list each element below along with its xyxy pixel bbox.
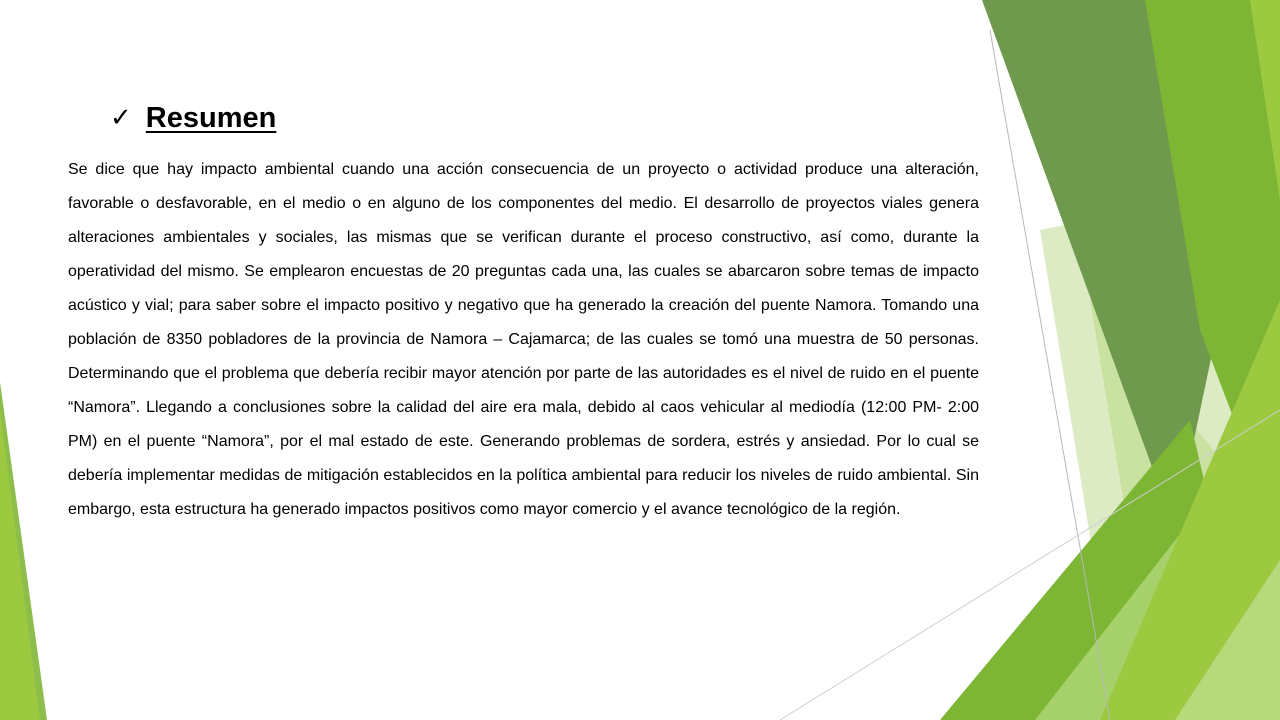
left-facet-bright	[0, 410, 40, 720]
slide-title: Resumen	[145, 101, 277, 134]
summary-paragraph: Se dice que hay impacto ambiental cuando una acción consecuencia de un proyecto o actividad produce una alteración, favorable o desfavorable, en el medio o en alguno de los componentes del medio. El desarrollo de proyectos viales genera alteraciones ambientales y sociales, las mismas que se verifican durante el proceso constructivo, así como, durante la operatividad del mismo. Se emplearon encuestas de 20 preguntas cada una, las cuales se abarcaron sobre temas de impacto acústico y vial; para saber sobre el impacto positivo y negativo que ha generado la creación del puente Namora. Tomando una población de 8350 pobladores de la provincia de Namora – Cajamarca; de las cuales se tomó una muestra de 50 personas. Determinando que el problema que debería recibir mayor atención por parte de las autoridades es el nivel de ruido en el puente “Namora”. Llegando a conclusiones sobre la calidad del aire era mala, debido al caos vehicular al mediodía (12:00 PM- 2:00 PM) en el puente “Namora”, por el mal estado de este. Generando problemas de sordera, estrés y ansiedad. Por lo cual se debería implementar medidas de mitigación establecidos en la política ambiental para reducir los niveles de ruido ambiental. Sin embargo, esta estructura ha generado impactos positivos como mayor comercio y el avance tecnológico de la región.	[68, 161, 979, 518]
title-row	[110, 96, 276, 140]
checkmark-icon: ✓	[110, 103, 132, 133]
